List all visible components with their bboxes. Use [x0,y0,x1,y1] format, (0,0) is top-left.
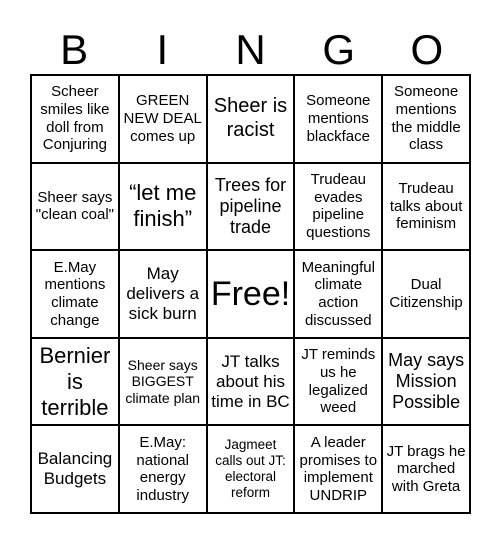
bingo-board [30,74,471,514]
bingo-cell[interactable]: Meaningful climate action discussed [294,250,382,338]
bingo-free-space[interactable]: Free! [207,250,295,338]
bingo-cell[interactable]: May delivers a sick burn [119,250,207,338]
bingo-cell[interactable]: JT talks about his time in BC [207,338,295,426]
bingo-cell[interactable]: “let me finish” [119,163,207,251]
bingo-cell[interactable]: Bernier is terrible [31,338,119,426]
bingo-cell[interactable]: Balancing Budgets [31,425,119,513]
bingo-cell[interactable]: Someone mentions blackface [294,75,382,163]
bingo-cell[interactable]: Sheer is racist [207,75,295,163]
header-letter-o: O [410,26,444,73]
bingo-cell[interactable]: Trees for pipeline trade [207,163,295,251]
header-letter-b: B [60,26,89,73]
bingo-cell[interactable]: A leader promises to implement UNDRIP [294,425,382,513]
bingo-cell[interactable]: GREEN NEW DEAL comes up [119,75,207,163]
bingo-cell[interactable]: E.May: national energy industry [119,425,207,513]
header-letter-g: G [322,26,356,73]
bingo-cell[interactable]: Dual Citizenship [382,250,470,338]
bingo-cell[interactable]: Scheer smiles like doll from Conjuring [31,75,119,163]
bingo-cell[interactable]: Trudeau talks about feminism [382,163,470,251]
bingo-cell[interactable]: Someone mentions the middle class [382,75,470,163]
bingo-header [30,26,471,74]
bingo-cell[interactable]: Trudeau evades pipeline questions [294,163,382,251]
header-letter-n: N [235,26,266,73]
header-letter-i: I [156,26,169,73]
bingo-cell[interactable]: Sheer says BIGGEST climate plan [119,338,207,426]
bingo-cell[interactable]: JT reminds us he legalized weed [294,338,382,426]
bingo-cell[interactable]: Jagmeet calls out JT: electoral reform [207,425,295,513]
bingo-cell[interactable]: Sheer says "clean coal" [31,163,119,251]
bingo-cell[interactable]: May says Mission Possible [382,338,470,426]
bingo-cell[interactable]: JT brags he marched with Greta [382,425,470,513]
bingo-cell[interactable]: E.May mentions climate change [31,250,119,338]
